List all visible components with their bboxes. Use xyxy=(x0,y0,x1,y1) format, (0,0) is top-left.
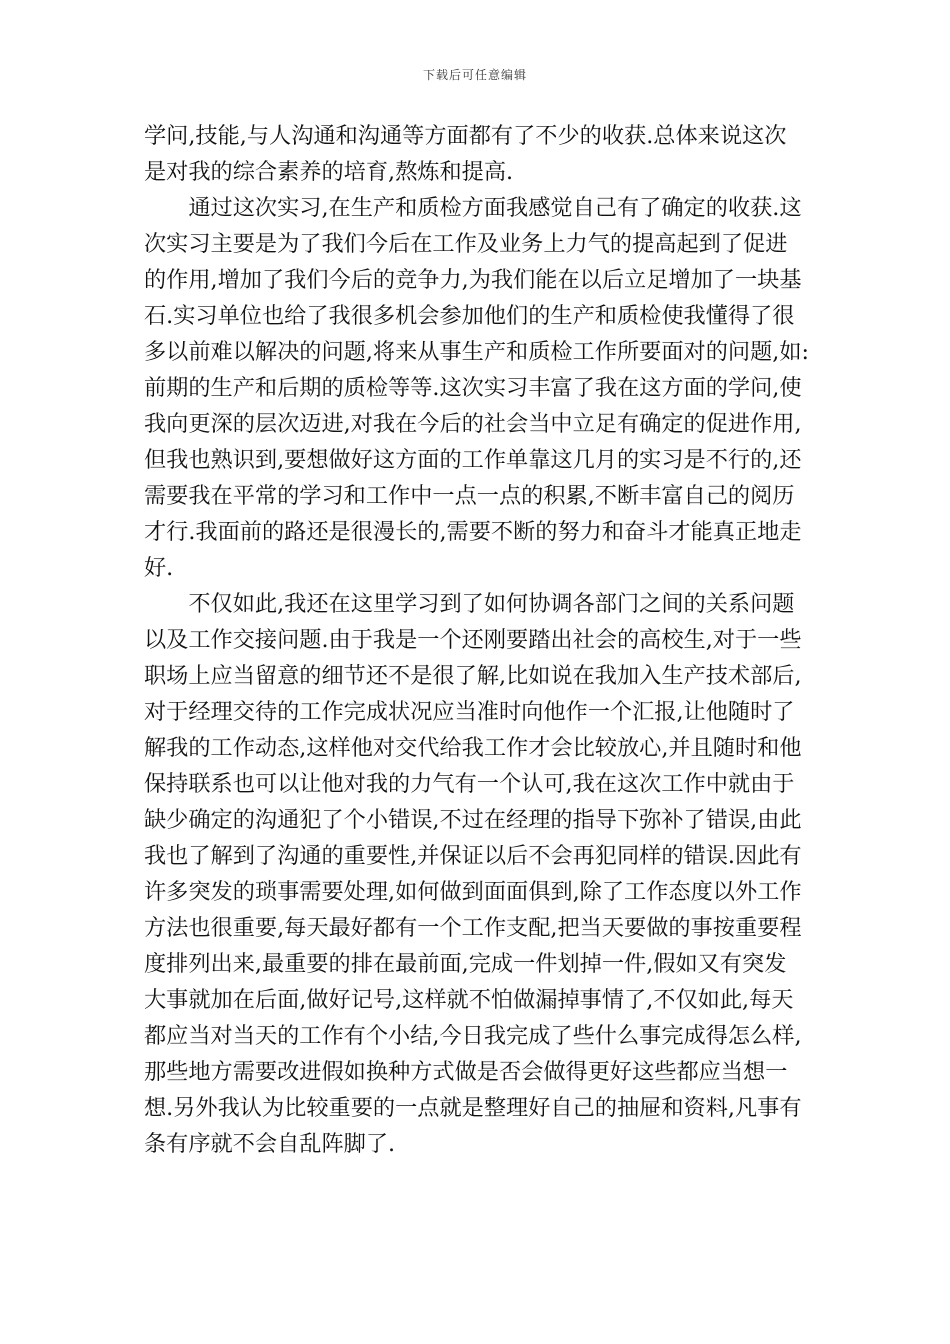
text-line: 许多突发的琐事需要处理,如何做到面面俱到,除了工作态度以外工作 xyxy=(144,879,802,905)
text-line: 都应当对当天的工作有个小结,今日我完成了些什么事完成得怎么样, xyxy=(144,1023,802,1049)
text-line: 学问,技能,与人沟通和沟通等方面都有了不少的收获.总体来说这次 xyxy=(144,123,787,149)
text-line: 条有序就不会自乱阵脚了. xyxy=(144,1131,396,1157)
text-line: 度排列出来,最重要的排在最前面,完成一件划掉一件,假如又有突发 xyxy=(144,951,787,977)
text-line: 才行.我面前的路还是很漫长的,需要不断的努力和奋斗才能真正地走 xyxy=(144,519,802,545)
text-line: 想.另外我认为比较重要的一点就是整理好自己的抽屉和资料,凡事有 xyxy=(144,1095,802,1121)
text-line: 石.实习单位也给了我很多机会参加他们的生产和质检使我懂得了很 xyxy=(144,303,795,329)
text-line: 我向更深的层次迈进,对我在今后的社会当中立足有确定的促进作用, xyxy=(144,411,802,437)
text-line: 缺少确定的沟通犯了个小错误,不过在经理的指导下弥补了错误,由此 xyxy=(144,807,802,833)
text-line: 以及工作交接问题.由于我是一个还刚要踏出社会的高校生,对于一些 xyxy=(144,627,802,653)
text-line: 前期的生产和后期的质检等等.这次实习丰富了我在这方面的学问,使 xyxy=(144,375,802,401)
text-line: 多以前难以解决的问题,将来从事生产和质检工作所要面对的问题,如: xyxy=(144,339,810,365)
text-line: 方法也很重要,每天最好都有一个工作支配,把当天要做的事按重要程 xyxy=(144,915,802,941)
text-line: 通过这次实习,在生产和质检方面我感觉自己有了确定的收获.这 xyxy=(144,195,802,221)
text-line: 那些地方需要改进假如换种方式做是否会做得更好这些都应当想一 xyxy=(144,1059,788,1085)
text-line: 好. xyxy=(144,555,174,581)
text-line: 不仅如此,我还在这里学习到了如何协调各部门之间的关系问题 xyxy=(144,591,795,617)
text-line: 次实习主要是为了我们今后在工作及业务上力气的提高起到了促进 xyxy=(144,231,788,257)
page-header: 下载后可任意编辑 xyxy=(422,68,527,82)
text-line: 需要我在平常的学习和工作中一点一点的积累,不断丰富自己的阅历 xyxy=(144,483,795,509)
text-line: 大事就加在后面,做好记号,这样就不怕做漏掉事情了,不仅如此,每天 xyxy=(144,987,794,1013)
text-line: 保持联系也可以让他对我的力气有一个认可,我在这次工作中就由于 xyxy=(144,771,795,797)
text-line: 的作用,增加了我们今后的竞争力,为我们能在以后立足增加了一块基 xyxy=(144,267,802,293)
document-body xyxy=(144,118,824,1162)
text-line: 对于经理交待的工作完成状况应当准时向他作一个汇报,让他随时了 xyxy=(144,699,795,725)
text-line: 我也了解到了沟通的重要性,并保证以后不会再犯同样的错误.因此有 xyxy=(144,843,802,869)
text-line: 是对我的综合素养的培育,熬炼和提高. xyxy=(144,159,514,185)
text-line: 职场上应当留意的细节还不是很了解,比如说在我加入生产技术部后, xyxy=(144,663,802,689)
text-line: 但我也熟识到,要想做好这方面的工作单靠这几月的实习是不行的,还 xyxy=(144,447,802,473)
text-line: 解我的工作动态,这样他对交代给我工作才会比较放心,并且随时和他 xyxy=(144,735,802,761)
